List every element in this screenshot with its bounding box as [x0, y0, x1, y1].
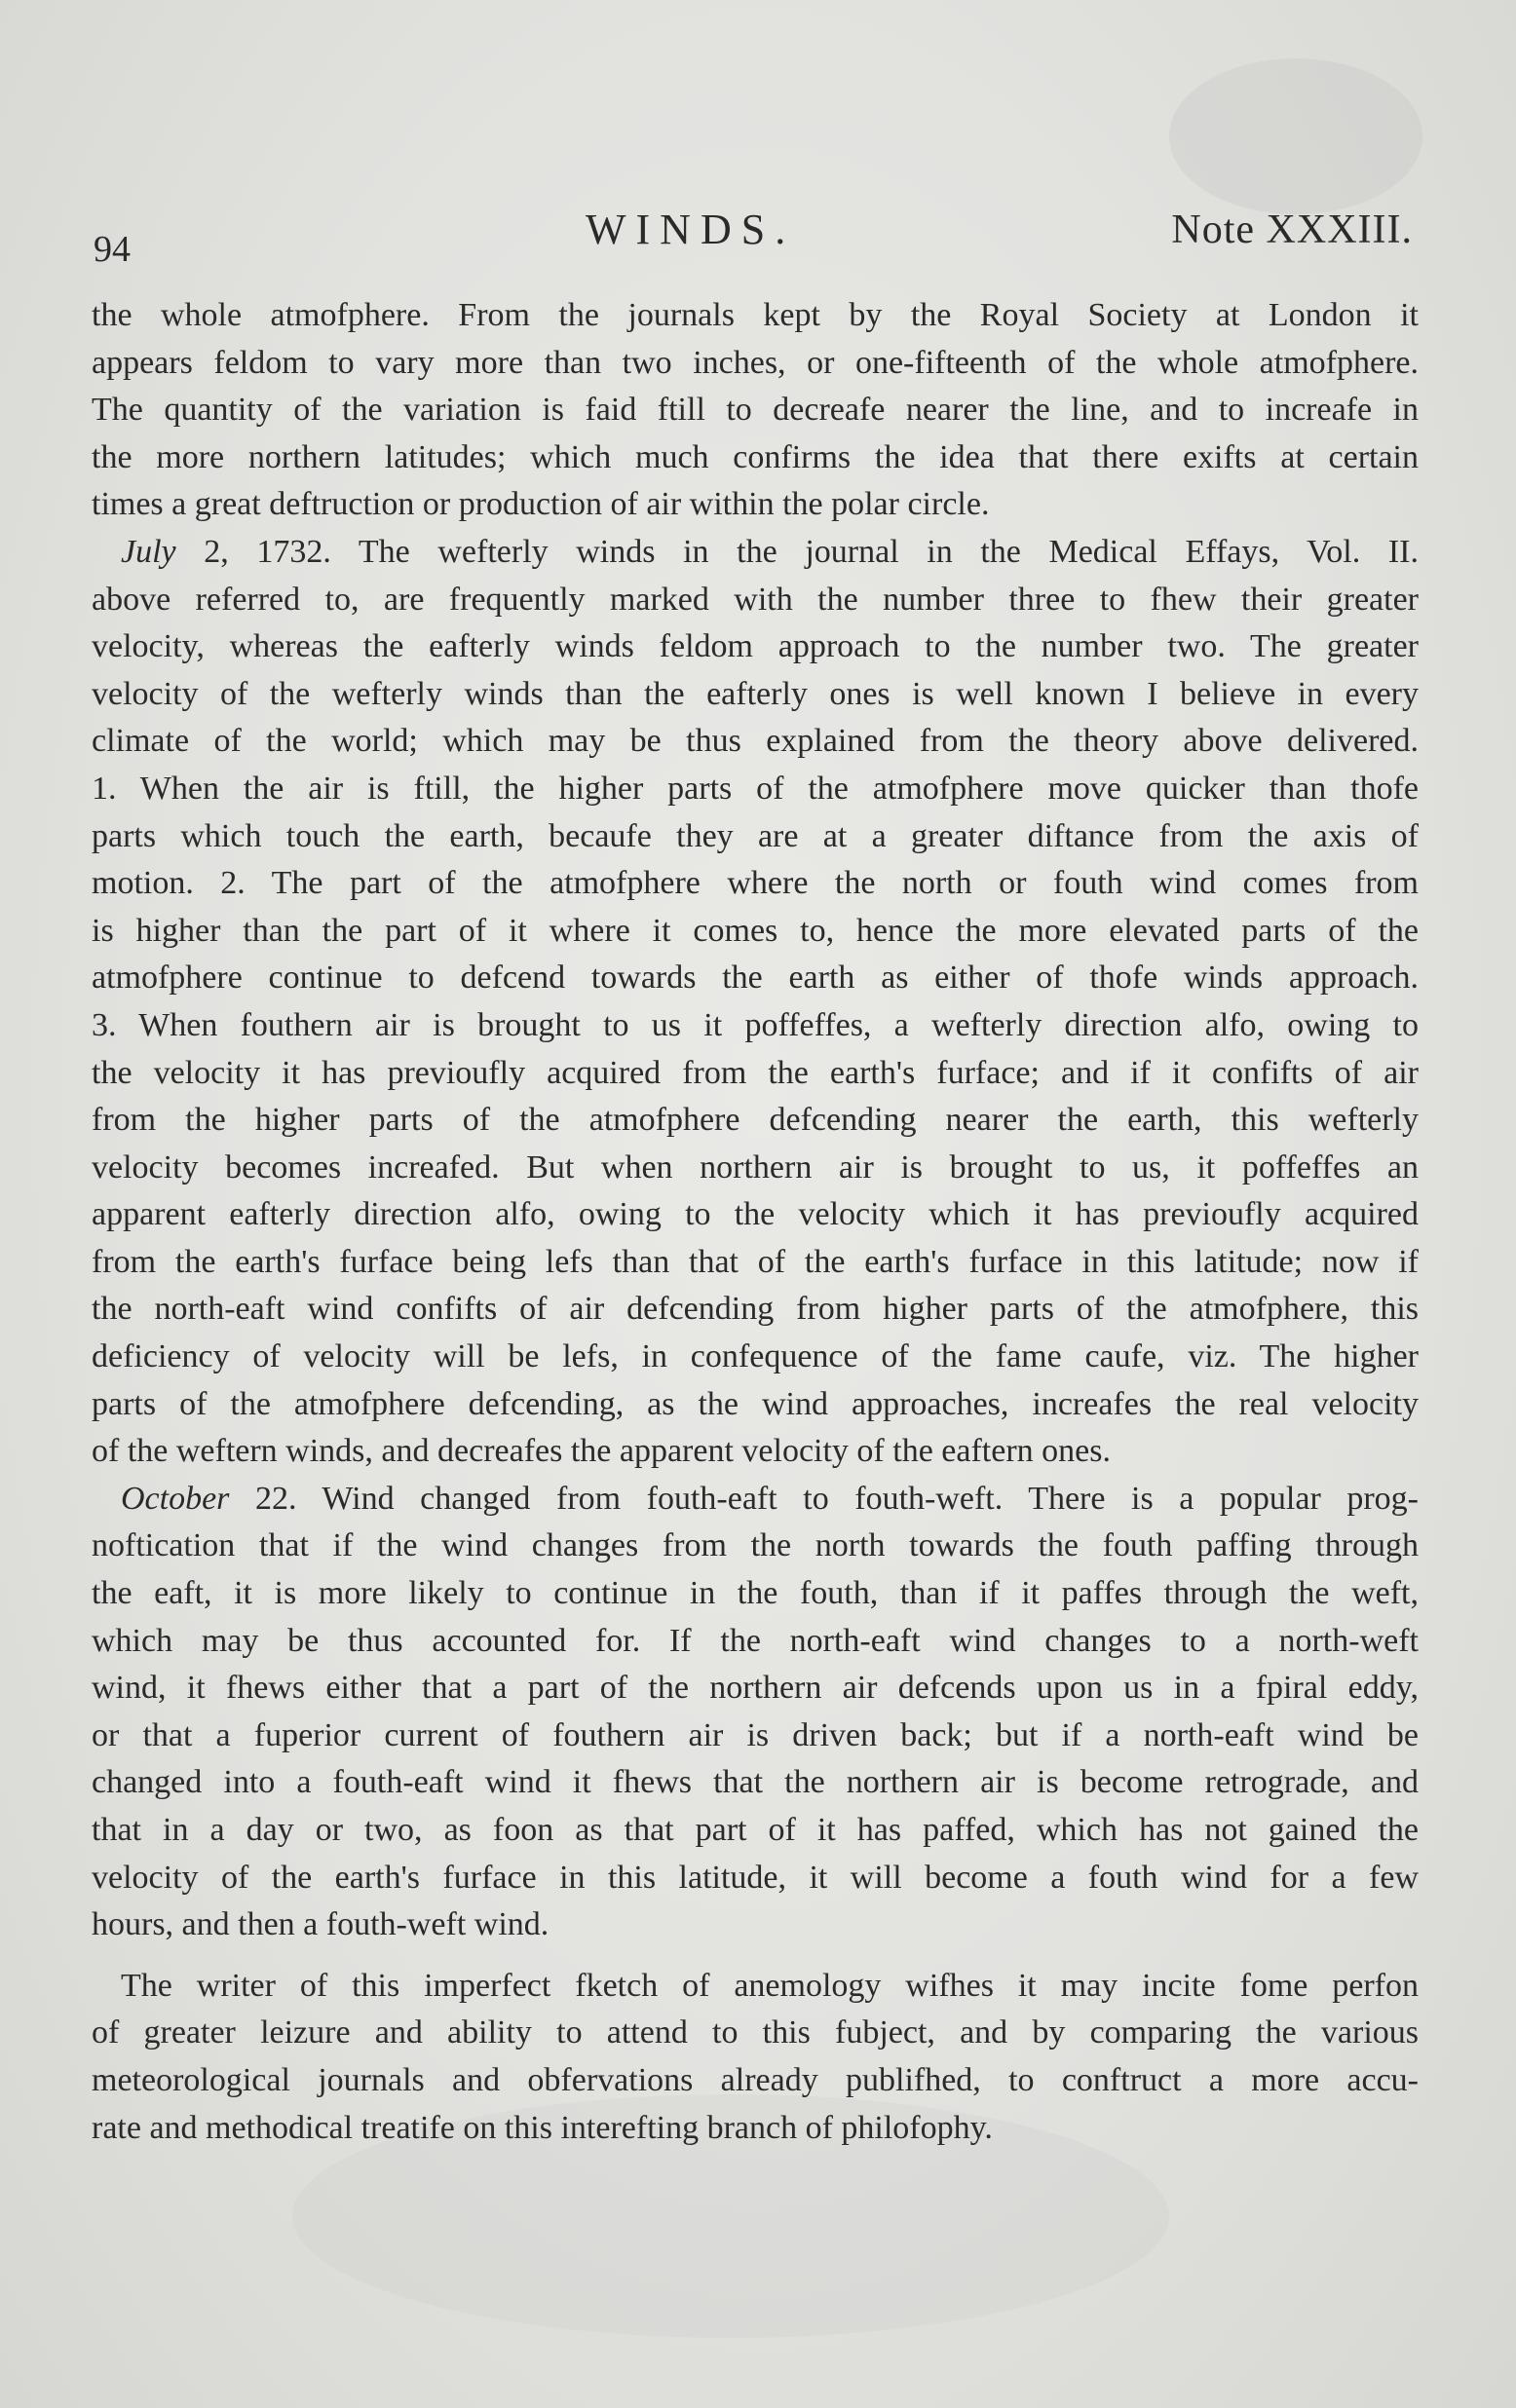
text-line: noftication that if the wind changes from the north towards the fouth paffing through [92, 1527, 1419, 1564]
paragraph [92, 1963, 1419, 2152]
text-line: changed into a fouth-eaft wind it fhews that the northern air is become retrograde, and [92, 1764, 1419, 1801]
paragraph [92, 1476, 1419, 1949]
text-line: atmofphere continue to defcend towards the earth as either of thofe winds approach. [92, 959, 1419, 997]
text-line [92, 529, 1419, 577]
date-lead: July [121, 533, 176, 570]
text-line: 3. When fouthern air is brought to us it poffeffes, a wefterly direction alfo, owing to [92, 1006, 1419, 1043]
page-number: 94 [94, 229, 131, 270]
text-line: meteorological journals and obfervations already publifhed, to conftruct a more accu- [92, 2061, 1419, 2098]
text-line: deficiency of velocity will be lefs, in confequence of the fame caufe, viz. The higher [92, 1338, 1419, 1375]
text-line: which may be thus accounted for. If the north-eaft wind changes to a north-weft [92, 1622, 1419, 1659]
text-line: of greater leizure and ability to attend to this fubject, and by comparing the various [92, 2014, 1419, 2051]
text-line: of the weftern winds, and decreafes the apparent velocity of the eaftern ones. [92, 1433, 1111, 1470]
text-line: apparent eafterly direction alfo, owing to the velocity which it has previoufly acquired [92, 1196, 1419, 1233]
text-line: hours, and then a fouth-weft wind. [92, 1906, 550, 1943]
text-line: velocity of the wefterly winds than the eafterly ones is well known I believe in every [92, 675, 1419, 712]
text-line: rate and methodical treatife on this interefting branch of philofophy. [92, 2109, 993, 2146]
text-line: is higher than the part of it where it comes to, hence the more elevated parts of the [92, 912, 1419, 949]
text-line: the whole atmofphere. From the journals kept by the Royal Society at London it [92, 297, 1419, 333]
text-line: the velocity it has previoufly acquired from the earth's furface; and if it confifts of air [92, 1054, 1419, 1091]
text-line: The quantity of the variation is faid ftill to decreafe nearer the line, and to increafe in [92, 392, 1419, 429]
text-segment: 22. Wind changed from fouth-eaft to fouth-weft. There is a popular prog- [229, 1480, 1419, 1517]
text-line: climate of the world; which may be thus explained from the theory above delivered. [92, 723, 1419, 760]
text-line: or that a fuperior current of fouthern air is driven back; but if a north-eaft wind be [92, 1716, 1419, 1753]
paragraph [92, 529, 1419, 1476]
text-line: that in a day or two, as foon as that part of it has paffed, which has not gained the [92, 1812, 1419, 1848]
text-line: the more northern latitudes; which much confirms the idea that there exifts at certain [92, 438, 1419, 475]
text-line: the eaft, it is more likely to continue in the fouth, than if it paffes through the weft, [92, 1575, 1419, 1612]
text-line: parts of the atmofphere defcending, as the wind approaches, increafes the real velocity [92, 1385, 1419, 1422]
page-body [92, 292, 1419, 2152]
text-line: velocity of the earth's furface in this latitude, it will become a fouth wind for a few [92, 1859, 1419, 1896]
paragraph-gap [92, 1949, 1419, 1963]
text-line: velocity becomes increafed. But when northern air is brought to us, it poffeffes an [92, 1148, 1419, 1185]
running-title: WINDS. [586, 206, 796, 253]
note-label: Note XXXIII. [1171, 207, 1413, 252]
text-line: the north-eaft wind confifts of air defcending from higher parts of the atmofphere, this [92, 1291, 1419, 1328]
text-line: times a great deftruction or production of air within the polar circle. [92, 486, 990, 523]
text-line: above referred to, are frequently marked with the number three to fhew their greater [92, 581, 1419, 618]
text-segment: 2, 1732. The wefterly winds in the journal in the Medical Effays, Vol. II. [175, 533, 1419, 570]
text-line: velocity, whereas the eafterly winds feldom approach to the number two. The greater [92, 628, 1419, 665]
page-header [94, 205, 1419, 270]
text-line: The writer of this imperfect fketch of anemology wifhes it may incite fome perfon [121, 1967, 1419, 2004]
date-lead: October [121, 1480, 230, 1517]
text-line: appears feldom to vary more than two inches, or one-fifteenth of the whole atmofphere. [92, 344, 1419, 381]
paragraph [92, 292, 1419, 529]
text-line: from the earth's furface being lefs than that of the earth's furface in this latitude; now if [92, 1243, 1419, 1280]
text-line: wind, it fhews either that a part of the northern air defcends upon us in a fpiral eddy, [92, 1670, 1419, 1707]
text-line: 1. When the air is ftill, the higher parts of the atmofphere move quicker than thofe [92, 770, 1419, 807]
text-line: parts which touch the earth, becaufe they are at a greater diftance from the axis of [92, 817, 1419, 854]
text-line: from the higher parts of the atmofphere defcending nearer the earth, this wefterly [92, 1102, 1419, 1139]
text-line [92, 1476, 1419, 1524]
page-stain [1169, 58, 1422, 214]
text-line: motion. 2. The part of the atmofphere where the north or fouth wind comes from [92, 865, 1419, 902]
